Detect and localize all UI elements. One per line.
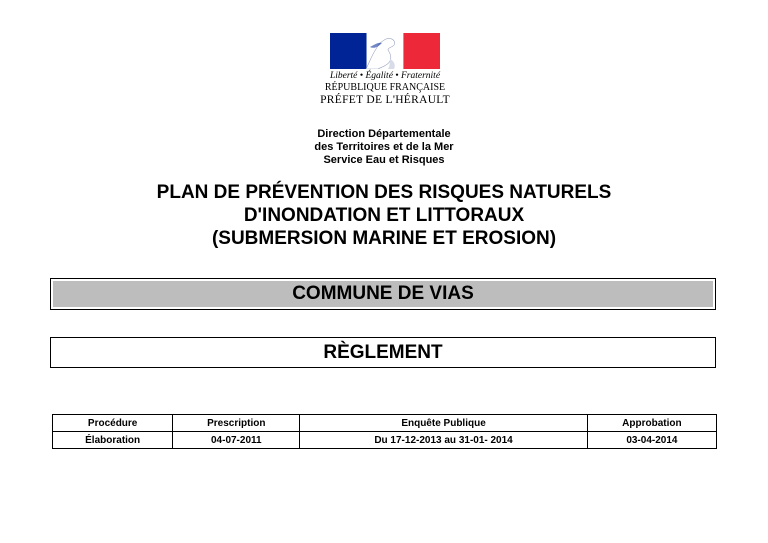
cell-enquete: Du 17-12-2013 au 31-01- 2014 bbox=[300, 432, 588, 449]
header-prescription: Prescription bbox=[173, 415, 300, 432]
title-line-3: (SUBMERSION MARINE ET EROSION) bbox=[211, 228, 557, 249]
direction-block bbox=[0, 128, 768, 167]
direction-line-3: Service Eau et Risques bbox=[323, 154, 445, 166]
marianne-flag-icon bbox=[330, 33, 440, 69]
procedure-table bbox=[52, 414, 717, 449]
cell-approbation: 03-04-2014 bbox=[587, 432, 716, 449]
direction-line-1: Direction Départementale bbox=[317, 128, 451, 140]
commune-box bbox=[50, 278, 716, 310]
title-line-2: D'INONDATION ET LITTORAUX bbox=[243, 205, 525, 226]
header-enquete: Enquête Publique bbox=[300, 415, 588, 432]
cell-prescription: 04-07-2011 bbox=[173, 432, 300, 449]
table-header-row bbox=[53, 415, 717, 432]
commune-name: COMMUNE DE VIAS bbox=[53, 281, 713, 307]
marianne-logo bbox=[316, 31, 454, 113]
document-title bbox=[0, 181, 768, 250]
motto-text: Liberté • Égalité • Fraternité bbox=[329, 71, 441, 81]
prefect-text: PRÉFET DE L'HÉRAULT bbox=[320, 94, 450, 106]
table-row bbox=[53, 432, 717, 449]
direction-line-2: des Territoires et de la Mer bbox=[314, 141, 454, 153]
header-approbation: Approbation bbox=[587, 415, 716, 432]
header-procedure: Procédure bbox=[53, 415, 173, 432]
title-line-1: PLAN DE PRÉVENTION DES RISQUES NATURELS bbox=[156, 182, 612, 203]
republic-text: RÉPUBLIQUE FRANÇAISE bbox=[324, 82, 446, 93]
document-type-box: RÈGLEMENT bbox=[50, 337, 716, 368]
cell-procedure: Élaboration bbox=[53, 432, 173, 449]
